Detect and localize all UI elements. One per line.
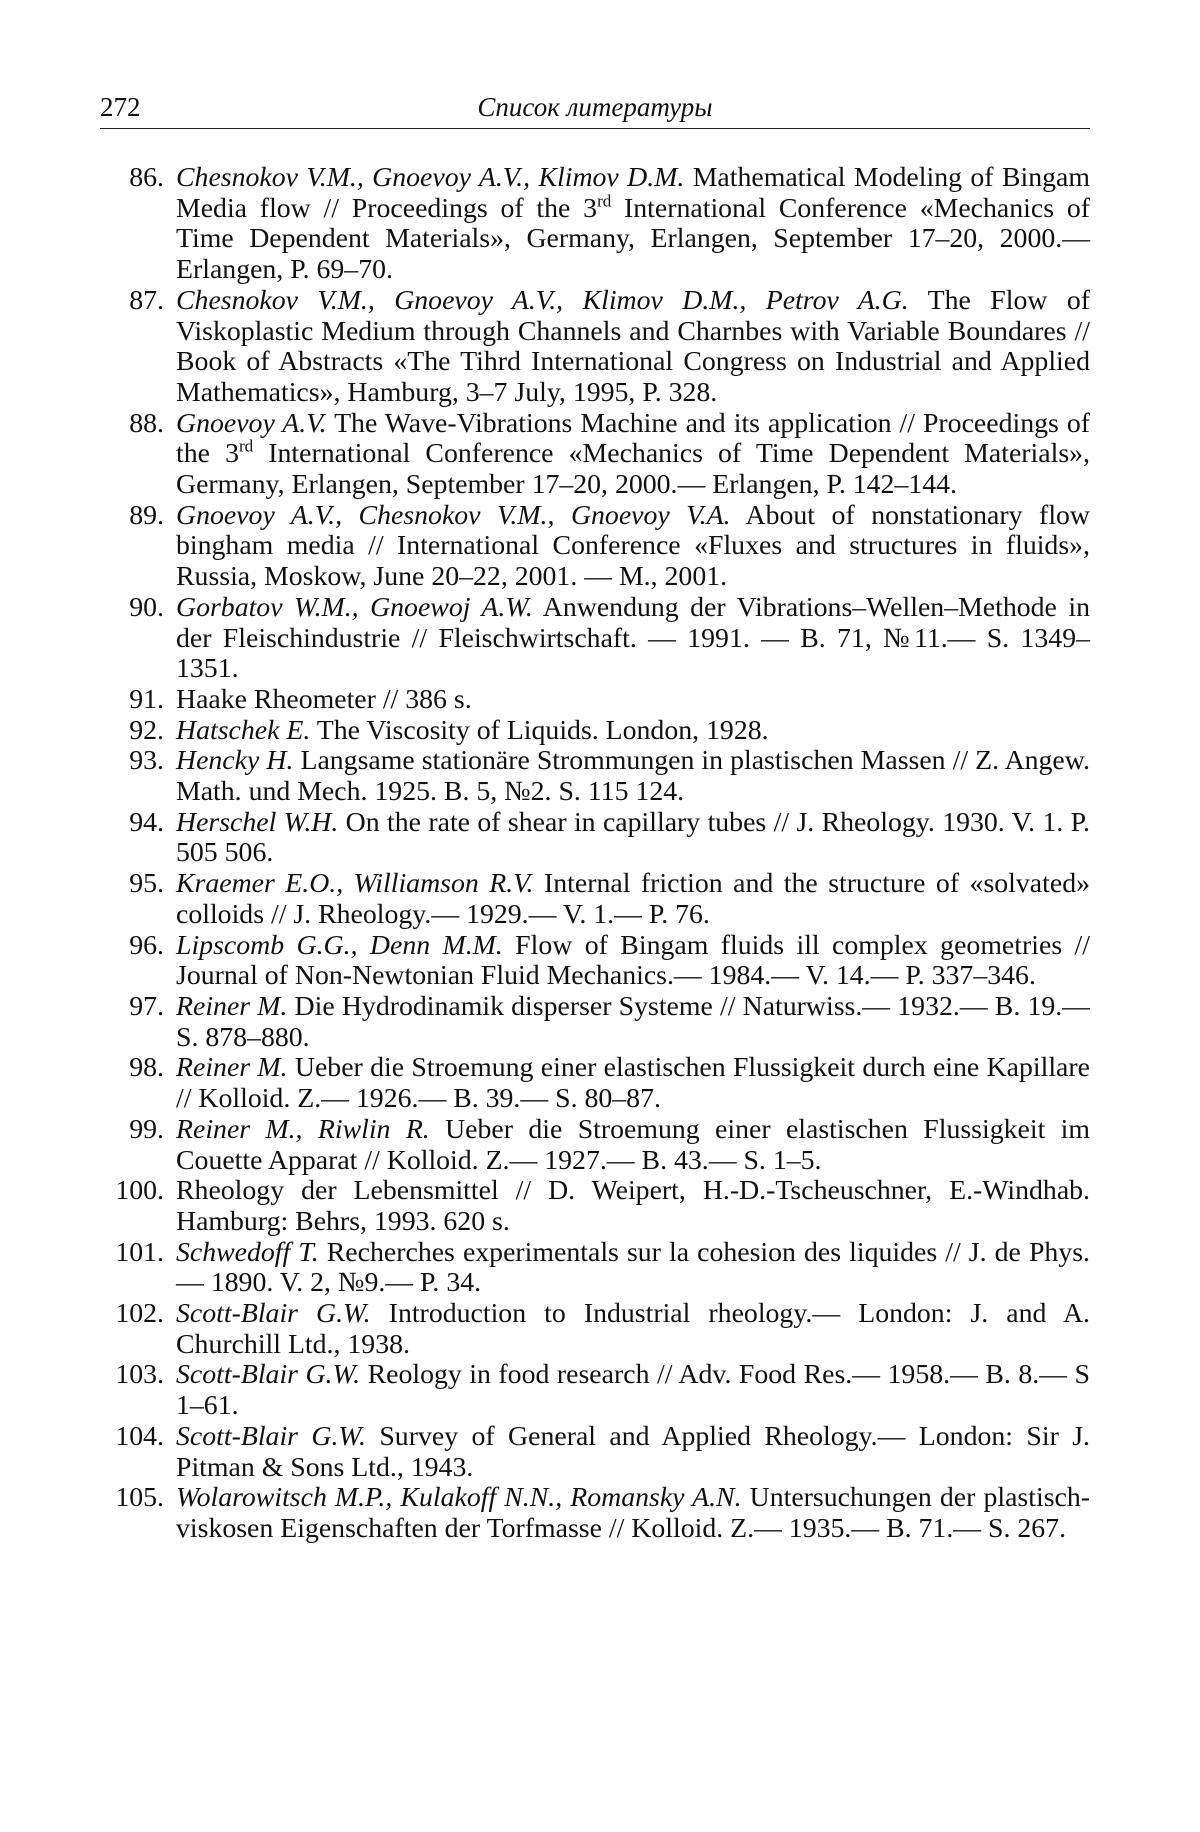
reference-number: 93. bbox=[129, 745, 164, 777]
reference-number: 88. bbox=[129, 407, 164, 439]
reference-item bbox=[100, 1053, 1090, 1114]
running-title: Список литературы bbox=[477, 92, 713, 122]
reference-number: 97. bbox=[129, 990, 164, 1022]
reference-number: 92. bbox=[129, 714, 164, 746]
reference-text: About of nonstationary flow bingham media // International Conference «Fluxes and structures in fluids», Russia, Moskow, June 20–22, 2001. — M., 2001. bbox=[176, 499, 1091, 593]
reference-number: 95. bbox=[129, 868, 164, 900]
reference-item bbox=[100, 869, 1090, 930]
reference-superscript: rd bbox=[597, 191, 612, 211]
reference-item bbox=[100, 163, 1090, 286]
reference-text: Die Hydrodinamik disperser Systeme // Naturwiss.— 1932.— B. 19.— S. 878–880. bbox=[176, 990, 1090, 1053]
reference-authors: Reiner M., Riwlin R. bbox=[176, 1113, 430, 1145]
reference-text: Recherches experimentals sur la cohesion des liquides // J. de Phys.— 1890. V. 2, №9.— P. 34. bbox=[176, 1236, 1090, 1299]
reference-superscript: rd bbox=[238, 437, 254, 457]
page-number: 272 bbox=[100, 92, 141, 122]
reference-text: Haake Rheometer // 386 s. bbox=[176, 683, 472, 715]
reference-text-continued: International Conference «Mechanics of Time Dependent Materials», Germany, Erlangen, September 17–20, 2000.— Erlangen, P. 142–144. bbox=[176, 438, 1090, 501]
reference-item bbox=[100, 992, 1090, 1053]
reference-number: 102. bbox=[115, 1298, 164, 1330]
reference-text: The Viscosity of Liquids. London, 1928. bbox=[310, 714, 769, 746]
reference-number: 89. bbox=[129, 499, 164, 531]
reference-text: Untersuchungen der plastisch-viskosen Eigenschaften der Torfmasse // Kolloid. Z.— 1935.— B. 71.— S. 267. bbox=[176, 1482, 1090, 1544]
reference-text: Introduction to Industrial rheology.— London: J. and A. Churchill Ltd., 1938. bbox=[176, 1298, 1090, 1360]
reference-text: Survey of General and Applied Rheology.— London: Sir J. Pitman & Sons Ltd., 1943. bbox=[176, 1420, 1090, 1483]
reference-item bbox=[100, 1299, 1090, 1360]
reference-number: 99. bbox=[129, 1113, 164, 1145]
reference-authors: Kraemer E.O., Williamson R.V. bbox=[176, 868, 534, 900]
reference-number: 105. bbox=[115, 1482, 164, 1514]
reference-number: 103. bbox=[115, 1359, 164, 1391]
reference-item bbox=[100, 1176, 1090, 1237]
reference-number: 87. bbox=[129, 284, 164, 316]
reference-number: 101. bbox=[115, 1236, 164, 1268]
reference-authors: Schwedoff T. bbox=[176, 1236, 319, 1268]
page-header bbox=[100, 92, 1090, 129]
reference-text: The Wave-Vibrations Machine and its application // Proceedings of the 3 bbox=[176, 407, 1090, 470]
reference-number: 96. bbox=[129, 929, 164, 961]
reference-number: 90. bbox=[129, 591, 164, 623]
reference-authors: Scott-Blair G.W. bbox=[176, 1298, 371, 1330]
reference-text: Langsame stationäre Strommungen in plastischen Massen // Z. Angew. Math. und Mech. 1925. B. 5, №2. S. 115 124. bbox=[176, 745, 1090, 808]
reference-authors: Hatschek E. bbox=[176, 714, 311, 746]
reference-authors: Reiner M. bbox=[176, 1052, 288, 1084]
reference-item bbox=[100, 286, 1090, 409]
reference-item bbox=[100, 716, 1090, 747]
reference-number: 91. bbox=[129, 683, 164, 715]
reference-text: Ueber die Stroemung einer elastischen Flussigkeit im Couette Apparat // Kolloid. Z.— 1927.— B. 43.— S. 1–5. bbox=[176, 1113, 1090, 1176]
reference-text: The Flow of Viskoplastic Medium through Channels and Charnbes with Variable Boundares // Book of Abstracts «The Tihrd International Congress on Industrial and Applied Mathematics», Hamburg, 3–7 July, 1995, P. 328. bbox=[176, 284, 1090, 408]
reference-number: 100. bbox=[115, 1175, 164, 1207]
reference-item bbox=[100, 746, 1090, 807]
reference-number: 86. bbox=[129, 162, 164, 193]
reference-authors: Gnoevoy A.V., Chesnokov V.M., Gnoevoy V.A. bbox=[176, 499, 731, 531]
reference-authors: Wolarowitsch M.P., Kulakoff N.N., Romansky A.N. bbox=[176, 1482, 742, 1514]
reference-text: Internal friction and the structure of «solvated» colloids // J. Rheology.— 1929.— V. 1.— P. 76. bbox=[176, 868, 1090, 930]
reference-number: 104. bbox=[115, 1420, 164, 1452]
reference-authors: Chesnokov V.M., Gnoevoy A.V., Klimov D.M., Petrov A.G. bbox=[176, 284, 909, 316]
reference-authors: Lipscomb G.G., Denn M.M. bbox=[176, 929, 503, 961]
reference-number: 94. bbox=[129, 806, 164, 838]
reference-authors: Scott-Blair G.W. bbox=[176, 1359, 361, 1391]
reference-authors: Scott-Blair G.W. bbox=[176, 1420, 366, 1452]
reference-item bbox=[100, 593, 1090, 685]
reference-text: Flow of Bingam fluids ill complex geometries // Journal of Non-Newtonian Fluid Mechanics.— 1984.— V. 14.— P. 337–346. bbox=[176, 929, 1090, 992]
reference-text-continued: International Conference «Mechanics of Time Dependent Materials», Germany, Erlangen, September 17–20, 2000.— Erlangen, P. 69–70. bbox=[176, 192, 1090, 286]
reference-authors: Reiner M. bbox=[176, 990, 288, 1022]
reference-text: Ueber die Stroemung einer elastischen Flussigkeit durch eine Kapillare // Kolloid. Z.— 1926.— B. 39.— S. 80–87. bbox=[176, 1052, 1090, 1115]
reference-item bbox=[100, 931, 1090, 992]
reference-item bbox=[100, 1115, 1090, 1176]
reference-text: On the rate of shear in capillary tubes // J. Rheology. 1930. V. 1. P. 505 506. bbox=[176, 806, 1090, 869]
reference-item bbox=[100, 1360, 1090, 1421]
reference-text: Anwendung der Vibrations–Wellen–Methode in der Fleischindustrie // Fleischwirtschaft. — 1991. — B. 71, №11.— S. 1349–1351. bbox=[176, 591, 1090, 685]
reference-text: Mathematical Modeling of Bingam Media flow // Proceedings of the 3 bbox=[176, 162, 1090, 224]
reference-item bbox=[100, 808, 1090, 869]
reference-text: Reology in food research // Adv. Food Res.— 1958.— B. 8.— S 1–61. bbox=[176, 1359, 1090, 1422]
reference-item bbox=[100, 1422, 1090, 1483]
reference-item bbox=[100, 685, 1090, 716]
reference-authors: Hencky H. bbox=[176, 745, 294, 777]
reference-authors: Chesnokov V.M., Gnoevoy A.V., Klimov D.M. bbox=[176, 162, 685, 193]
reference-list bbox=[100, 163, 1090, 1545]
reference-item bbox=[100, 501, 1090, 593]
reference-item bbox=[100, 1238, 1090, 1299]
reference-item bbox=[100, 1483, 1090, 1544]
reference-authors: Herschel W.H. bbox=[176, 806, 339, 838]
reference-number: 98. bbox=[129, 1052, 164, 1084]
reference-authors: Gorbatov W.M., Gnoewoj A.W. bbox=[176, 591, 533, 623]
reference-text: Rheology der Lebensmittel // D. Weipert, H.-D.-Tscheuschner, E.-Windhab. Hamburg: Behrs, 1993. 620 s. bbox=[176, 1175, 1090, 1237]
reference-authors: Gnoevoy A.V. bbox=[176, 407, 327, 439]
reference-item bbox=[100, 409, 1090, 501]
